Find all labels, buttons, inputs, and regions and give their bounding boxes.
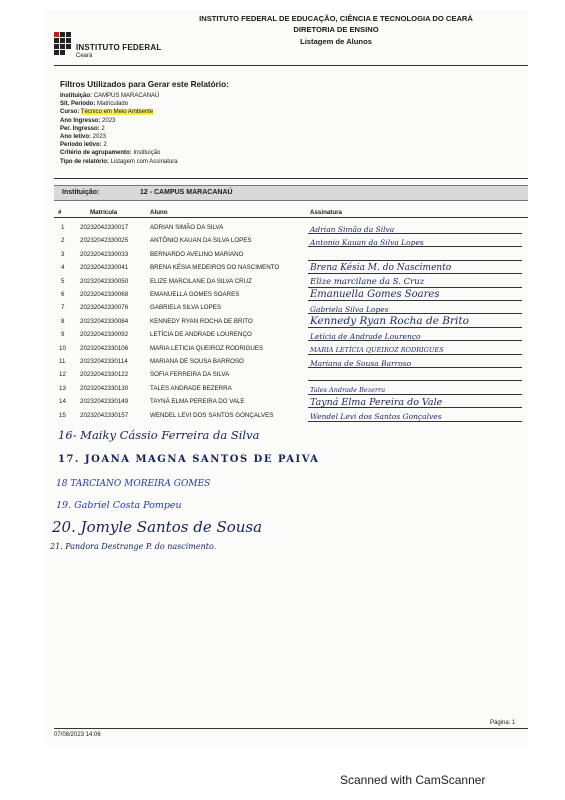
group-label: Instituição: (62, 189, 100, 196)
handwritten-entry: 20. Jomyle Santos de Sousa (52, 518, 263, 536)
row-aluno: GABRIELA SILVA LOPES (150, 304, 221, 312)
filter-item (60, 134, 106, 141)
row-signature: MARIA LETÍCIA QUEIROZ RODRIGUES (310, 346, 444, 355)
row-number: 3 (61, 250, 65, 258)
filter-value: Instituição (133, 150, 161, 157)
signature-line (308, 260, 522, 261)
row-aluno: LETÍCIA DE ANDRADE LOURENÇO (150, 331, 252, 339)
row-matricula: 20232042330017 (80, 224, 129, 231)
filter-label: Período letivo: (60, 142, 102, 149)
row-number: 6 (61, 291, 65, 298)
group-value: 12 - CAMPUS MARACANAÚ (140, 189, 233, 196)
row-aluno: MARIA LETICIA QUEIROZ RODRIGUES (150, 344, 264, 352)
org-title: INSTITUTO FEDERAL DE EDUCAÇÃO, CIÊNCIA E TECNOLOGIA DO CEARÁ (199, 14, 473, 23)
row-matricula: 20232042330050 (80, 277, 129, 285)
filter-item (60, 150, 160, 157)
row-number: 11 (59, 358, 66, 365)
filter-label: Per. Ingresso: (60, 125, 100, 132)
filter-label: Critério de agrupamento: (60, 150, 132, 157)
row-matricula: 20232042330092 (80, 331, 129, 339)
col-number: # (58, 209, 62, 216)
filter-label: Ano Ingresso: (60, 117, 101, 124)
filter-label: Curso: (60, 109, 80, 116)
row-signature: Gabriela Silva Lopes (310, 304, 389, 314)
row-matricula: 20232042330122 (80, 371, 129, 379)
row-matricula: 20232042330149 (80, 398, 129, 406)
row-signature: Elize marcilane da S. Cruz (310, 277, 425, 288)
logo-subtitle: Ceará (76, 53, 93, 59)
footer-page: Página: 1 (490, 720, 516, 726)
row-number: 12 (59, 371, 66, 379)
filter-value: Listagem com Assinatura (110, 158, 178, 165)
row-matricula: 20232042330157 (80, 411, 129, 419)
row-aluno: ELIZE MARCILANE DA SILVA CRUZ (150, 277, 252, 285)
row-signature: Brena Késia M. do Nascimento (310, 263, 452, 274)
logo-name: INSTITUTO FEDERAL (76, 43, 162, 52)
row-number: 5 (61, 277, 65, 285)
filter-item (60, 101, 128, 108)
signature-line (308, 300, 522, 301)
table-header-divider (54, 217, 528, 218)
handwritten-entry: 19. Gabriel Costa Pompeu (56, 500, 182, 511)
row-number: 15 (59, 411, 66, 419)
logo-mark-icon (54, 32, 74, 58)
report-sheet (44, 10, 528, 745)
org-department: DIRETORIA DE ENSINO (293, 25, 379, 34)
row-signature: Antonio Kauan da Silva Lopes (310, 237, 424, 247)
row-number: 8 (61, 317, 65, 325)
row-aluno: WENDEL LEVI DOS SANTOS GONÇALVES (150, 411, 274, 419)
signature-line (308, 380, 522, 381)
row-number: 9 (61, 331, 65, 339)
col-aluno: Aluno (150, 209, 168, 216)
row-signature: Emanuella Gomes Soares (310, 289, 440, 300)
row-aluno: TAYNÁ ELMA PEREIRA DO VALE (150, 398, 245, 406)
filter-item (60, 142, 107, 149)
handwritten-entry: 16- Maiky Cássio Ferreira da Silva (58, 428, 260, 442)
row-signature: Adrian Simão da Silva (310, 224, 395, 234)
footer-date: 07/08/2023 14:06 (54, 732, 101, 738)
handwritten-entry: 18 TARCIANO MOREIRA GOMES (56, 479, 211, 489)
filter-item (60, 159, 178, 166)
signature-line (308, 273, 522, 274)
report-title: Listagem de Alunos (300, 37, 372, 46)
handwritten-entry: 17. JOANA MAGNA SANTOS DE PAIVA (58, 454, 320, 465)
filter-label: Sit. Período: (60, 101, 96, 108)
row-number: 2 (61, 237, 65, 245)
filter-value: 2 (103, 142, 107, 149)
row-matricula: 20232042330033 (80, 250, 129, 258)
row-number: 1 (61, 224, 65, 231)
row-matricula: 20232042330114 (80, 358, 128, 365)
row-matricula: 20232042330068 (80, 291, 129, 298)
row-signature: Tayná Elma Pereira do Vale (310, 396, 443, 408)
filter-value: 2023 (92, 134, 107, 140)
row-signature: Tales Andrade Bezerra (310, 386, 386, 395)
row-number: 14 (59, 398, 66, 406)
filters-title: Filtros Utilizados para Gerar este Relatório: (60, 80, 229, 89)
row-aluno: KENNEDY RYAN ROCHA DE BRITO (150, 317, 253, 325)
row-aluno: BRENA KÉSIA MEDEIROS DO NASCIMENTO (150, 264, 280, 272)
row-matricula: 20232042330025 (80, 237, 129, 245)
filter-value: 2 (101, 125, 105, 132)
row-signature: Wendel Levi dos Santos Gonçalves (310, 412, 442, 422)
row-matricula: 20232042330106 (80, 344, 129, 352)
row-number: 13 (59, 384, 66, 392)
row-number: 7 (61, 304, 65, 312)
row-aluno: ANTÔNIO KAUAN DA SILVA LOPES (150, 237, 252, 245)
filter-item (60, 93, 159, 100)
filter-label: Ano letivo: (60, 134, 91, 140)
row-aluno: BERNARDO AVELINO MARIANO (150, 250, 244, 258)
filter-value: Matriculado (97, 101, 129, 108)
row-aluno: EMANUELLA GOMES SOARES (150, 291, 240, 298)
row-matricula: 20232042330130 (80, 384, 129, 392)
col-matricula: Matrícula (90, 209, 118, 216)
row-aluno: SOFIA FERREIRA DA SILVA (150, 371, 230, 379)
filter-item (60, 126, 105, 133)
row-number: 10 (59, 344, 66, 352)
filter-item (60, 109, 153, 116)
row-signature: Mariana de Sousa Barroso (310, 358, 412, 368)
filter-item (60, 118, 115, 125)
row-aluno: ADRIAN SIMÃO DA SILVA (150, 224, 224, 231)
filter-label: Tipo de relatório: (60, 158, 109, 165)
handwritten-entry: 21. Pandora Destrange P. do nascimento. (50, 542, 217, 551)
filter-value: CAMPUS MARACANAÚ (93, 93, 160, 99)
header-divider (54, 65, 528, 66)
row-matricula: 20232042330076 (80, 304, 129, 312)
filters-divider (54, 178, 528, 179)
filter-value: Técnico em Meio Ambiente (80, 109, 154, 116)
row-matricula: 20232042330084 (80, 317, 129, 325)
row-matricula: 20232042330041 (80, 264, 129, 272)
group-bar (54, 185, 528, 201)
row-aluno: TALES ANDRADE BEZERRA (150, 384, 232, 392)
filter-value: 2023 (102, 117, 116, 124)
scanner-caption: Scanned with CamScanner (340, 773, 486, 787)
col-assinatura: Assinatura (310, 209, 342, 216)
row-signature: Kennedy Ryan Rocha de Brito (310, 315, 469, 328)
footer-divider (54, 728, 528, 729)
row-signature: Letícia de Andrade Lourenço (310, 331, 421, 341)
filter-label: Instituição: (60, 93, 93, 99)
row-aluno: MARIANA DE SOUSA BARROSO (150, 358, 244, 365)
row-number: 4 (61, 264, 65, 272)
